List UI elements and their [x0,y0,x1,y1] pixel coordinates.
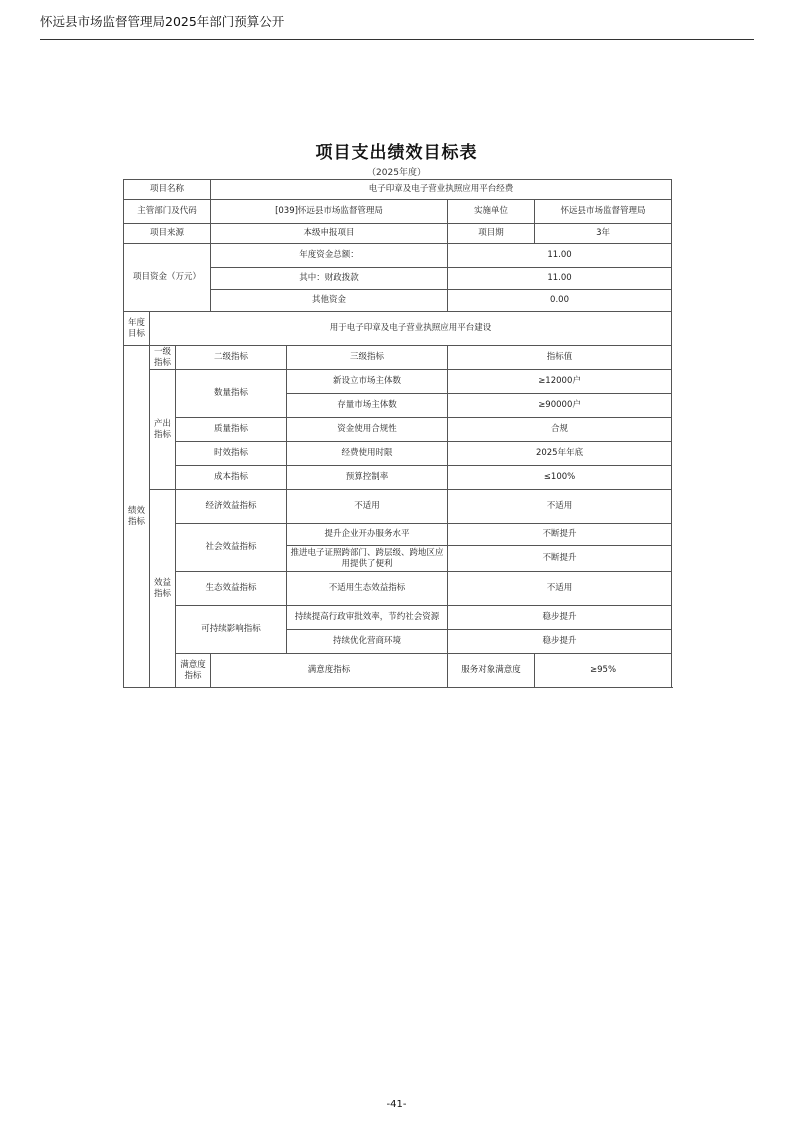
social-indicator-label: 社会效益指标 [176,524,287,572]
sustain-2-value: 稳步提升 [448,630,672,654]
sustain-2: 持续优化营商环境 [287,630,448,654]
other-funds-label: 其他资金 [211,290,448,312]
funds-label: 项目资金（万元） [124,244,211,312]
quantity-indicator-label: 数量指标 [176,370,287,418]
timeliness-indicator-label: 时效指标 [176,442,287,466]
row-economic [124,490,672,524]
row-quantity-1 [124,370,672,394]
benefit-indicators-label: 效益指标 [150,490,176,688]
row-annual-goal [124,312,672,346]
fiscal-label: 其中：财政拨款 [211,268,448,290]
sustainability-indicator-label: 可持续影响指标 [176,606,287,654]
sustain-1: 持续提高行政审批效率，节约社会资源 [287,606,448,630]
row-project-name [124,180,672,200]
department-value: [039]怀远县市场监督管理局 [211,200,448,224]
social-2: 推进电子证照跨部门、跨层级、跨地区应用提供了便利 [287,546,448,572]
col-header-value: 指标值 [448,346,672,370]
row-column-headers [124,346,672,370]
quality-indicator-label: 质量指标 [176,418,287,442]
page-header: 怀远县市场监督管理局2025年部门预算公开 [40,14,285,29]
row-source [124,224,672,244]
quantity-1: 新设立市场主体数 [287,370,448,394]
satisfaction: 服务对象满意度 [448,654,535,688]
quantity-2-value: ≥90000户 [448,394,672,418]
annual-total-value: 11.00 [448,244,672,268]
project-name-label: 项目名称 [124,180,211,200]
social-2-value: 不断提升 [448,546,672,572]
header-divider [40,39,754,40]
col-header-level3: 三级指标 [287,346,448,370]
economic-value: 不适用 [448,490,672,524]
economic: 不适用 [287,490,448,524]
timeliness-value: 2025年年底 [448,442,672,466]
timeliness: 经费使用时限 [287,442,448,466]
document-subtitle: （2025年度） [367,168,426,178]
quantity-1-value: ≥12000户 [448,370,672,394]
sustain-1-value: 稳步提升 [448,606,672,630]
row-quality [124,418,672,442]
cost: 预算控制率 [287,466,448,490]
annual-goal-label: 年度目标 [124,312,150,346]
ecological-value: 不适用 [448,572,672,606]
period-label: 项目期 [448,224,535,244]
source-value: 本级申报项目 [211,224,448,244]
annual-total-label: 年度资金总额： [211,244,448,268]
department-label: 主管部门及代码 [124,200,211,224]
social-1: 提升企业开办服务水平 [287,524,448,546]
col-header-level1: 一级指标 [150,346,176,370]
period-value: 3年 [535,224,672,244]
row-satisfaction [124,654,672,688]
page-number: -41- [386,1099,407,1110]
ecological: 不适用生态效益指标 [287,572,448,606]
implementing-unit-label: 实施单位 [448,200,535,224]
row-cost [124,466,672,490]
quality: 资金使用合规性 [287,418,448,442]
fiscal-value: 11.00 [448,268,672,290]
row-annual-total [124,244,672,268]
economic-indicator-label: 经济效益指标 [176,490,287,524]
satisfaction-value: ≥95% [535,654,672,688]
source-label: 项目来源 [124,224,211,244]
other-funds-value: 0.00 [448,290,672,312]
row-ecological [124,572,672,606]
social-1-value: 不断提升 [448,524,672,546]
performance-indicators-label: 绩效指标 [124,346,150,688]
ecological-indicator-label: 生态效益指标 [176,572,287,606]
output-indicators-label: 产出指标 [150,370,176,490]
project-name-value: 电子印章及电子营业执照应用平台经费 [211,180,672,200]
document-title: 项目支出绩效目标表 [315,143,478,163]
implementing-unit-value: 怀远县市场监督管理局 [535,200,672,224]
annual-goal-value: 用于电子印章及电子营业执照应用平台建设 [150,312,672,346]
row-timeliness [124,442,672,466]
satisfaction-indicators-label: 满意度指标 [176,654,211,688]
row-social-1 [124,524,672,546]
row-sustain-1 [124,606,672,630]
satisfaction-sub-label: 满意度指标 [211,654,448,688]
quality-value: 合规 [448,418,672,442]
quantity-2: 存量市场主体数 [287,394,448,418]
performance-goal-table [123,179,672,688]
row-department [124,200,672,224]
cost-indicator-label: 成本指标 [176,466,287,490]
cost-value: ≤100% [448,466,672,490]
col-header-level2: 二级指标 [176,346,287,370]
